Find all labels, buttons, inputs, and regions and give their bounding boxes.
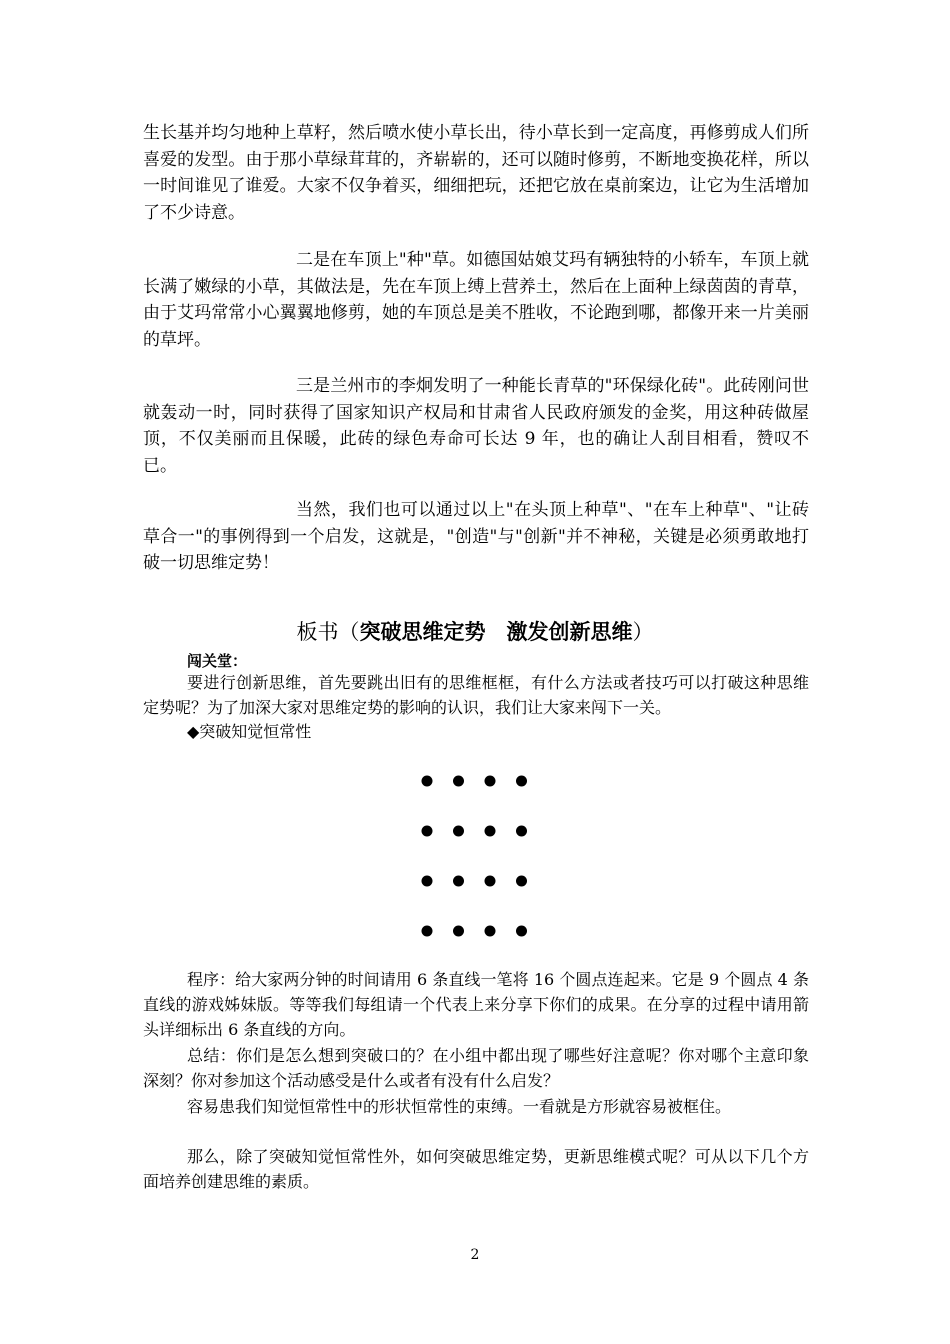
grid-dot — [516, 926, 527, 937]
page-number: 2 — [470, 1247, 480, 1263]
grid-dot — [422, 876, 433, 887]
board-heading — [0, 617, 950, 647]
grid-dot — [422, 776, 433, 787]
grid-dot — [485, 776, 496, 787]
grid-dot — [453, 876, 464, 887]
summary-paragraph: 总结：你们是怎么想到突破口的？在小组中都出现了哪些好注意呢？你对哪个主意印象深刻？你对参加这个活动感受是什么或者有没有什么启发？ — [143, 1046, 809, 1090]
paragraph-car-roof: 二是在车顶上"种"草。如德国姑娘艾玛有辆独特的小轿车，车顶上就长满了嫩绿的小草，其做法是，先在车顶上缚上营养土，然后在上面种上绿茵茵的青草，由于艾玛常常小心翼翼地修剪，她的车顶总是美不胜收，不论跑到哪，都像开来一片美丽的草坪。 — [143, 250, 809, 350]
grid-dot — [516, 826, 527, 837]
closing-paragraph: 那么，除了突破知觉恒常性外，如何突破思维定势，更新思维模式呢？可从以下几个方面培养创建思维的素质。 — [143, 1147, 809, 1191]
grid-dot — [422, 826, 433, 837]
heading-prefix: 板书（ — [296, 620, 360, 644]
grid-dot — [485, 876, 496, 887]
dot-grid-figure — [405, 765, 545, 945]
grid-dot — [516, 776, 527, 787]
intro-paragraph: 要进行创新思维，首先要跳出旧有的思维框框，有什么方法或者技巧可以打破这种思维定势呢？为了加深大家对思维定势的影响的认识，我们让大家来闯下一关。 — [143, 673, 809, 717]
grid-dot — [422, 926, 433, 937]
paragraph-conclusion: 当然，我们也可以通过以上"在头顶上种草"、"在车上种草"、"让砖草合一"的事例得到一个启发，这就是，"创造"与"创新"并不神秘，关键是必须勇敢地打破一切思维定势！ — [143, 500, 809, 573]
grid-dot — [485, 826, 496, 837]
grid-dot — [453, 826, 464, 837]
grid-dot — [453, 926, 464, 937]
bullet-item: ◆突破知觉恒常性 — [187, 722, 312, 741]
grid-dot — [453, 776, 464, 787]
procedure-paragraph: 程序：给大家两分钟的时间请用 6 条直线一笔将 16 个圆点连起来。它是 9 个圆点 4 条直线的游戏姊妹版。等等我们每组请一个代表上来分享下你们的成果。在分享的过程中请用箭头详细标出 6 条直线的方向。 — [143, 970, 809, 1039]
constraint-paragraph: 容易患我们知觉恒常性中的形状恒常性的束缚。一看就是方形就容易被框住。 — [187, 1097, 732, 1116]
heading-suffix: ） — [632, 620, 654, 644]
heading-title: 突破思维定势 激发创新思维 — [359, 620, 633, 644]
paragraph-green-brick: 三是兰州市的李炯发明了一种能长青草的"环保绿化砖"。此砖刚问世就轰动一时，同时获得了国家知识产权局和甘肃省人民政府颁发的金奖，用这种砖做屋顶，不仅美丽而且保暖，此砖的绿色寿命可长达 9 年，也的确让人刮目相看，赞叹不已。 — [143, 376, 809, 476]
grid-dot — [485, 926, 496, 937]
section-subhead: 闯关堂： — [187, 652, 248, 670]
paragraph-grass-ball: 生长基并均匀地种上草籽，然后喷水使小草长出，待小草长到一定高度，再修剪成人们所喜爱的发型。由于那小草绿茸茸的，齐崭崭的，还可以随时修剪，不断地变换花样，所以一时间谁见了谁爱。大家不仅争着买，细细把玩，还把它放在桌前案边，让它为生活增加了不少诗意。 — [143, 123, 809, 223]
grid-dot — [516, 876, 527, 887]
